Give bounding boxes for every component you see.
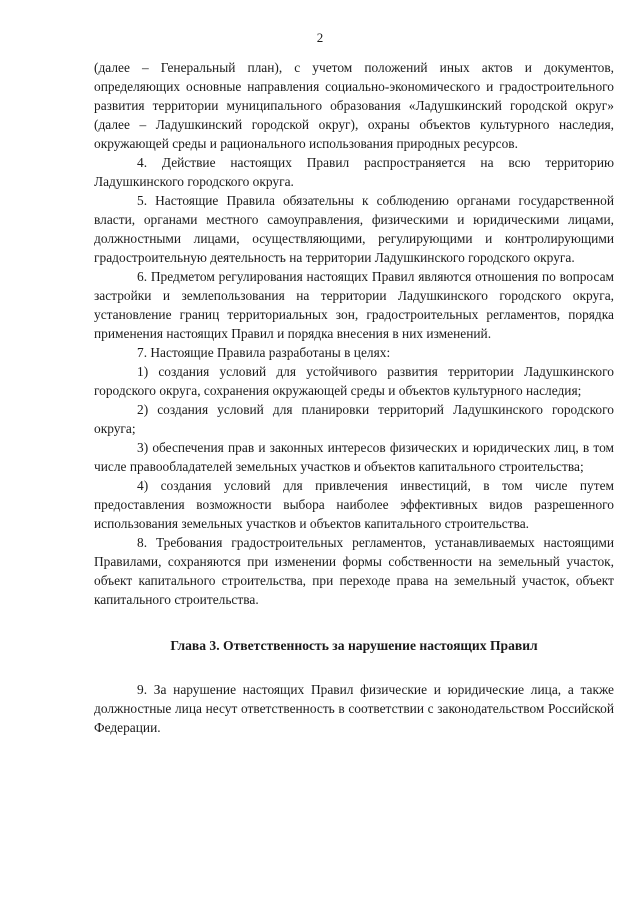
document-body	[94, 58, 614, 737]
paragraphs-before-heading	[94, 58, 614, 609]
paragraph: 2) создания условий для планировки территорий Ладушкинского городского округа;	[94, 402, 614, 436]
chapter-heading: Глава 3. Ответственность за нарушение настоящих Правил	[170, 638, 538, 653]
paragraph: 1) создания условий для устойчивого развития территории Ладушкинского городского округа, сохранения окружающей среды и объектов культурного наследия;	[94, 364, 614, 398]
paragraphs-after-heading	[94, 680, 614, 737]
paragraph: 7. Настоящие Правила разработаны в целях:	[137, 345, 391, 360]
paragraph: 4) создания условий для привлечения инвестиций, в том числе путем предоставления возможности выбора наиболее эффективных видов разрешенного использования земельных участков и объектов капитального строительства.	[94, 478, 614, 531]
paragraph: 6. Предметом регулирования настоящих Правил являются отношения по вопросам застройки и землепользования на территории Ладушкинского городского округа, установление границ территориальных зон, градостроительных регламентов, порядка применения настоящих Правил и порядка внесения в них изменений.	[94, 269, 614, 341]
paragraph: 3) обеспечения прав и законных интересов физических и юридических лиц, в том числе правообладателей земельных участков и объектов капитального строительства;	[94, 440, 614, 474]
paragraph: (далее – Генеральный план), с учетом положений иных актов и документов, определяющих основные направления социально-экономического и градостроительного развития территории муниципального образования «Ладушкинский городской округ» (далее – Ладушкинский городской округ), охраны объектов культурного наследия, окружающей среды и рационального использования природных ресурсов.	[94, 60, 614, 151]
paragraph: 4. Действие настоящих Правил распространяется на всю территорию Ладушкинского городского округа.	[94, 155, 614, 189]
page-number: 2	[316, 30, 324, 45]
paragraph: 8. Требования градостроительных регламентов, устанавливаемых настоящими Правилами, сохраняются при изменении формы собственности на земельный участок, объект капитального строительства, при переходе права на земельный участок, объект капитального строительства.	[94, 535, 614, 607]
paragraph: 5. Настоящие Правила обязательны к соблюдению органами государственной власти, органами местного самоуправления, физическими и юридическими лицами, должностными лицами, осуществляющими, регулирующими и контролирующими градостроительную деятельность на территории Ладушкинского городского округа.	[94, 193, 614, 265]
paragraph: 9. За нарушение настоящих Правил физические и юридические лица, а также должностные лица несут ответственность в соответствии с законодательством Российской Федерации.	[94, 682, 614, 735]
